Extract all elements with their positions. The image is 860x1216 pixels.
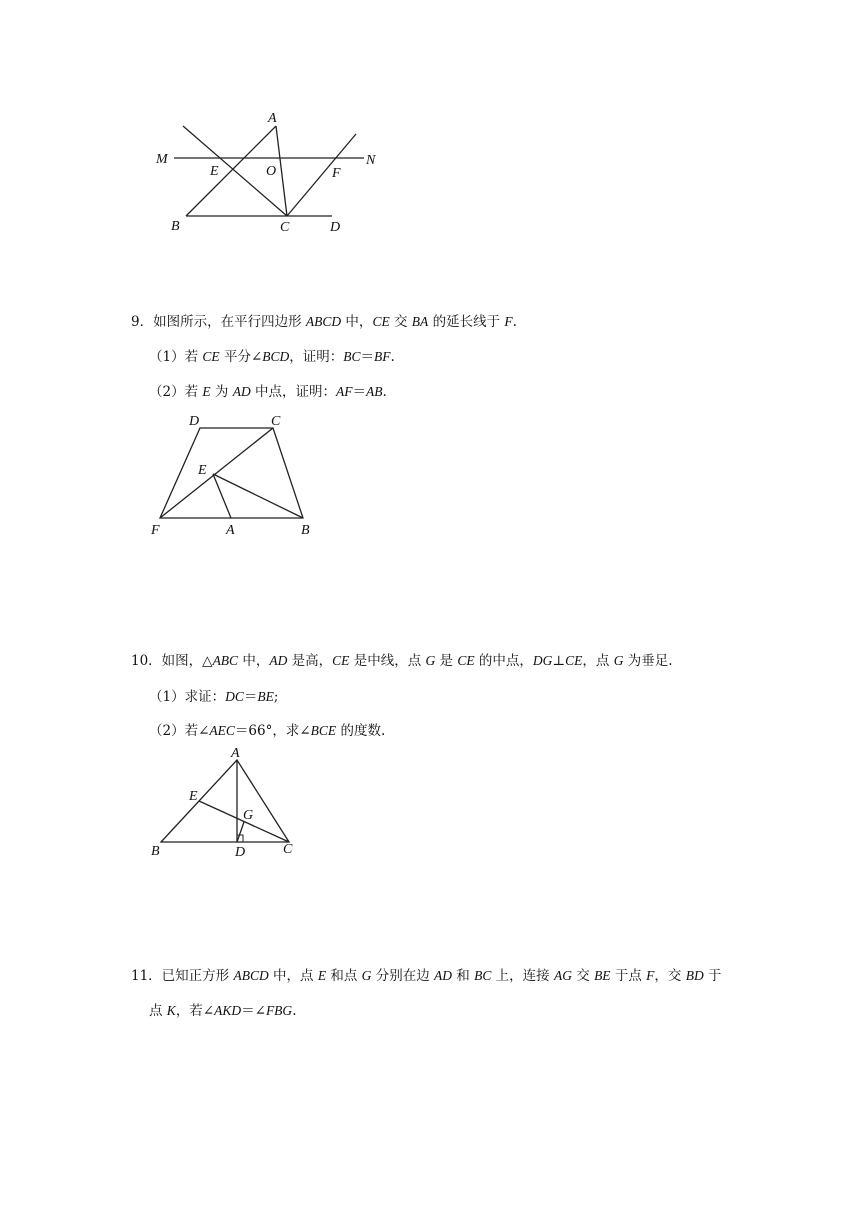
segment-ac xyxy=(276,126,287,216)
label-f: F xyxy=(151,523,160,538)
label-e: E xyxy=(210,164,219,179)
label-m: M xyxy=(156,152,168,167)
label-c: C xyxy=(271,414,281,429)
label-b: B xyxy=(301,523,310,538)
label-d: D xyxy=(235,845,246,860)
label-a: A xyxy=(268,111,277,126)
label-d: D xyxy=(189,414,200,429)
triangle-abc xyxy=(161,760,289,842)
label-b: B xyxy=(171,219,180,234)
segment-eb xyxy=(213,474,303,518)
figure-q9-svg xyxy=(145,410,325,540)
label-e: E xyxy=(189,789,198,804)
figure-q9 xyxy=(145,410,325,540)
q9-part2: （2）若 E 为 AD 中点，证明：AF＝AB. xyxy=(149,384,387,400)
q11-line2: 点 K，若∠AKD＝∠FBG. xyxy=(149,1003,297,1019)
label-a: A xyxy=(231,746,240,761)
q11-line1: 11．已知正方形 ABCD 中，点 E 和点 G 分别在边 AD 和 BC 上，连接 AG 交 BE 于点 F，交 BD 于 xyxy=(131,968,722,984)
segment-cf xyxy=(160,428,273,518)
segment-ea xyxy=(213,474,231,518)
label-o: O xyxy=(266,164,277,179)
label-e: E xyxy=(198,463,207,478)
label-c: C xyxy=(283,842,293,857)
figure-q10 xyxy=(145,745,315,865)
q10-part2: （2）若∠AEC＝66°，求∠BCE 的度数. xyxy=(149,723,386,739)
q9-stem: 9．如图所示，在平行四边形 ABCD 中，CE 交 BA 的延长线于 F. xyxy=(131,314,517,330)
segment-cf-extended xyxy=(287,134,356,216)
label-n: N xyxy=(366,153,376,168)
label-c: C xyxy=(280,220,290,235)
parallelogram-abcd-and-extension xyxy=(160,428,303,518)
figure-q8-svg xyxy=(150,105,400,235)
label-b: B xyxy=(151,844,160,859)
label-g: G xyxy=(243,808,254,823)
label-a: A xyxy=(226,523,235,538)
q10-stem: 10．如图，△ABC 中，AD 是高，CE 是中线，点 G 是 CE 的中点，DG⊥CE，点 G 为垂足. xyxy=(131,653,673,669)
label-f: F xyxy=(332,166,341,181)
q10-part1: （1）求证：DC＝BE; xyxy=(149,689,279,705)
figure-q10-svg xyxy=(145,745,315,865)
label-d: D xyxy=(330,220,341,235)
figure-q8 xyxy=(150,105,400,235)
q9-part1: （1）若 CE 平分∠BCD，证明：BC＝BF. xyxy=(149,349,395,365)
